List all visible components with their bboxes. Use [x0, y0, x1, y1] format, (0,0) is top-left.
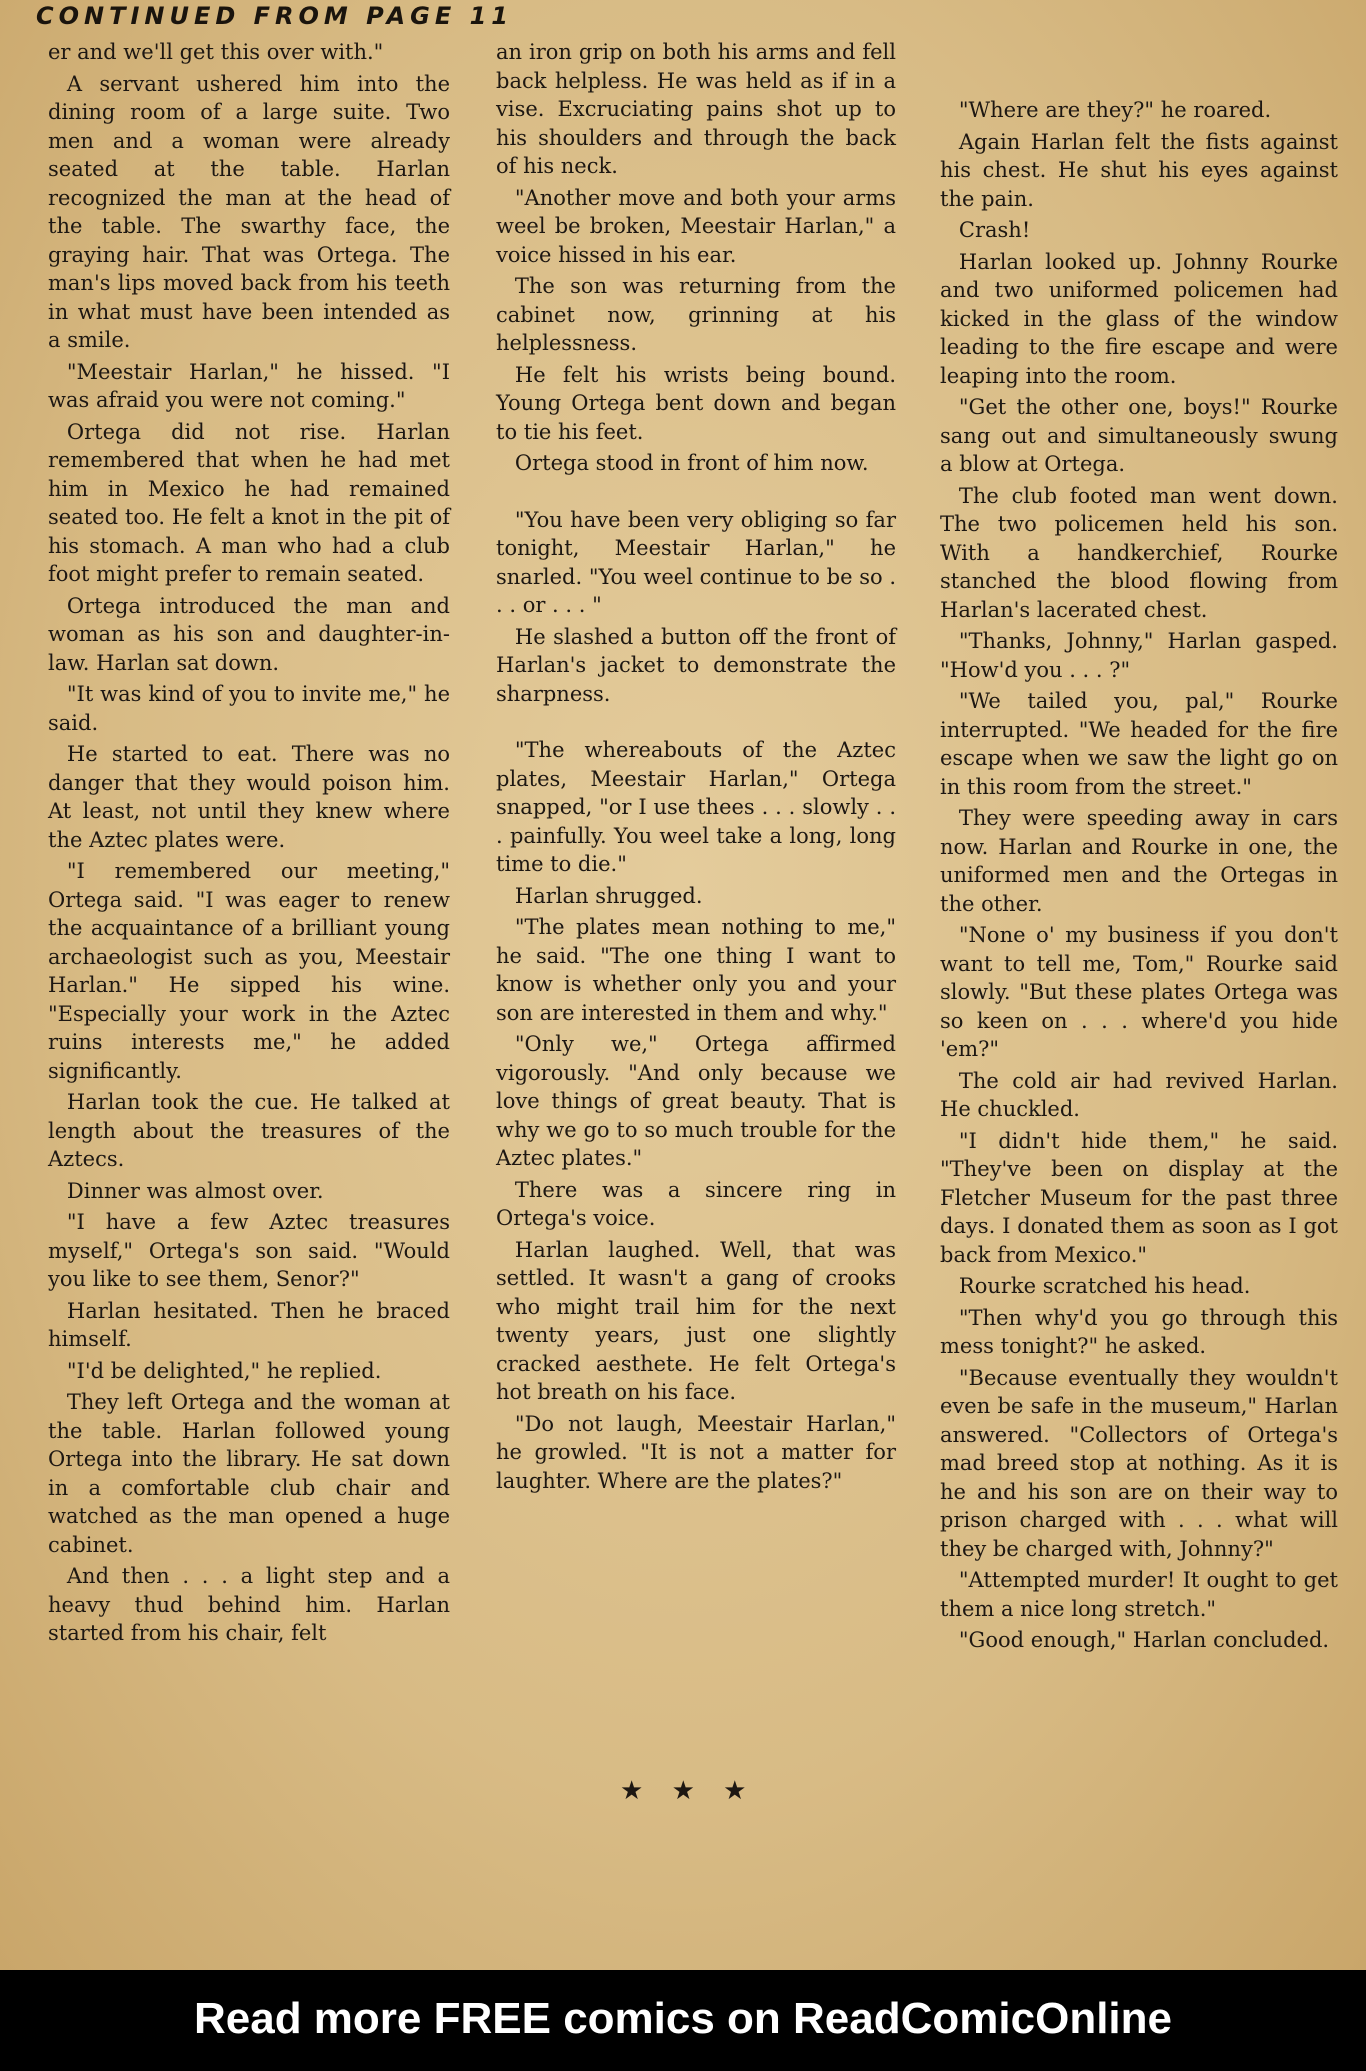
paragraph: "I have a few Aztec treasures myself," Ortega's son said. "Would you like to see them, Senor?" — [48, 1210, 450, 1291]
footer-text[interactable]: Read more FREE comics on ReadComicOnline — [193, 1994, 1172, 2043]
paragraph: There was a sincere ring in Ortega's voice. — [496, 1177, 896, 1230]
text-column-2 — [496, 38, 896, 1498]
paragraph: He slashed a button off the front of Harlan's jacket to demonstrate the sharpness. — [496, 624, 896, 706]
paragraph: "I remembered our meeting," Ortega said. "I was eager to renew the acquaintance of a brilliant young archaeologist such as you, Meestair Harlan." He sipped his wine. "Especially your work in the Aztec ruins interests me," he added significantly. — [48, 859, 450, 1083]
paragraph: Harlan hesitated. Then he braced himself. — [48, 1298, 450, 1351]
paragraph: "I'd be delighted," he replied. — [66, 1358, 382, 1383]
paragraph: "Good enough," Harlan concluded. — [958, 1628, 1330, 1652]
paragraph: They left Ortega and the woman at the table. Harlan followed young Ortega into the library. He sat down in a comfortable club chair and watched as the man opened a huge cabinet. — [48, 1390, 450, 1557]
paragraph: er and we'll get this over with." — [48, 40, 384, 64]
paragraph: "Where are they?" he roared. — [958, 98, 1272, 122]
paragraph: The son was returning from the cabinet now, grinning at his helplessness. — [496, 274, 896, 355]
paragraph: Harlan took the cue. He talked at length about the treasures of the Aztecs. — [48, 1090, 450, 1171]
paragraph: A servant ushered him into the dining room of a large suite. Two men and a woman were already seated at the table. Harlan recognized the man at the head of the table. The swarthy face, the graying hair. That was Ortega. The man's lips moved back from his teeth in what must have been intended as a smile. — [48, 71, 450, 352]
paragraph: The club footed man went down. The two policemen held his son. With a handkerchief, Rourke stanched the blood flowing from Harlan's lacerated chest. — [940, 483, 1338, 622]
continued-header: CONTINUED FROM PAGE 11 — [36, 2, 513, 30]
paragraph: Again Harlan felt the fists against his chest. He shut his eyes against the pain. — [940, 129, 1338, 211]
paragraph: "The plates mean nothing to me," he said. "The one thing I want to know is whether only you and your son are interested in them and why." — [496, 915, 896, 1025]
paragraph: They were speeding away in cars now. Harlan and Rourke in one, the uniformed men and the Ortegas in the other. — [940, 806, 1338, 916]
paragraph: He started to eat. There was no danger that they would poison him. At least, not until they knew where the Aztec plates were. — [48, 742, 450, 852]
paragraph: "Meestair Harlan," he hissed. "I was afraid you were not coming." — [48, 359, 450, 412]
paragraph: Crash! — [958, 218, 1031, 242]
paragraph: "None o' my business if you don't want to tell me, Tom," Rourke said slowly. "But these plates Ortega was so keen on . . . where'd you hide 'em?" — [940, 923, 1338, 1061]
paragraph: an iron grip on both his arms and fell back helpless. He was held as if in a vise. Excruciating pains shot up to his shoulders and through the back of his neck. — [496, 40, 896, 178]
paragraph: "Only we," Ortega affirmed vigorously. "And only because we love things of great beauty. That is why we go to so much trouble for the Aztec plates." — [496, 1032, 896, 1170]
paragraph: "Do not laugh, Meestair Harlan," he growled. "It is not a matter for laughter. Where are the plates?" — [496, 1411, 896, 1493]
paragraph: "Get the other one, boys!" Rourke sang out and simultaneously swung a blow at Ortega. — [940, 395, 1338, 476]
paragraph: And then . . . a light step and a heavy thud behind him. Harlan started from his chair, felt — [48, 1564, 450, 1645]
footer-banner — [0, 1970, 1366, 2071]
end-stars: ★ ★ ★ — [620, 1776, 757, 1806]
paragraph: "Thanks, Johnny," Harlan gasped. "How'd you . . . ?" — [940, 629, 1338, 682]
paragraph: Rourke scratched his head. — [958, 1274, 1251, 1298]
paragraph: Dinner was almost over. — [66, 1178, 324, 1203]
paragraph: "I didn't hide them," he said. "They've been on display at the Fletcher Museum for the past three days. I donated them as soon as I got back from Mexico." — [940, 1128, 1338, 1267]
paragraph: "The whereabouts of the Aztec plates, Meestair Harlan," Ortega snapped, "or I use thees . . . slowly . . . painfully. You weel take a long, long time to die." — [496, 738, 896, 876]
text-column-1 — [48, 38, 450, 1651]
paragraph: Ortega did not rise. Harlan remembered that when he had met him in Mexico he had remained seated too. He felt a knot in the pit of his stomach. A man who had a club foot might prefer to remain seated. — [48, 419, 450, 586]
paragraph: Harlan shrugged. — [514, 883, 703, 908]
paragraph: Harlan looked up. Johnny Rourke and two uniformed policemen had kicked in the glass of the window leading to the fire escape and were leaping into the room. — [940, 249, 1338, 388]
paragraph: "Another move and both your arms weel be broken, Meestair Harlan," a voice hissed in his ear. — [496, 185, 896, 267]
paragraph: Ortega stood in front of him now. — [514, 451, 869, 475]
paragraph: "Attempted murder! It ought to get them a nice long stretch." — [940, 1568, 1338, 1621]
paragraph: "You have been very obliging so far tonight, Meestair Harlan," he snarled. "You weel continue to be so . . . or . . . " — [496, 507, 896, 617]
paragraph: Harlan laughed. Well, that was settled. It wasn't a gang of crooks who might trail him for the next twenty years, just one slightly cracked aesthete. He felt Ortega's hot breath on his face. — [496, 1237, 896, 1404]
paragraph: "Then why'd you go through this mess tonight?" he asked. — [940, 1305, 1338, 1358]
paragraph: "It was kind of you to invite me," he said. — [48, 682, 450, 735]
paragraph: "Because eventually they wouldn't even be safe in the museum," Harlan answered. "Collectors of Ortega's mad breed stop at nothing. As it is he and his son are on their way to prison charged with . . . what will they be charged with, Johnny?" — [940, 1365, 1338, 1561]
paragraph: Ortega introduced the man and woman as his son and daughter-in-law. Harlan sat down. — [48, 593, 450, 675]
paragraph: He felt his wrists being bound. Young Ortega bent down and began to tie his feet. — [496, 362, 896, 444]
paragraph: The cold air had revived Harlan. He chuckled. — [940, 1068, 1338, 1121]
paragraph: "We tailed you, pal," Rourke interrupted. "We headed for the fire escape when we saw the light go on in this room from the street." — [940, 689, 1338, 799]
text-column-3 — [940, 96, 1338, 1658]
